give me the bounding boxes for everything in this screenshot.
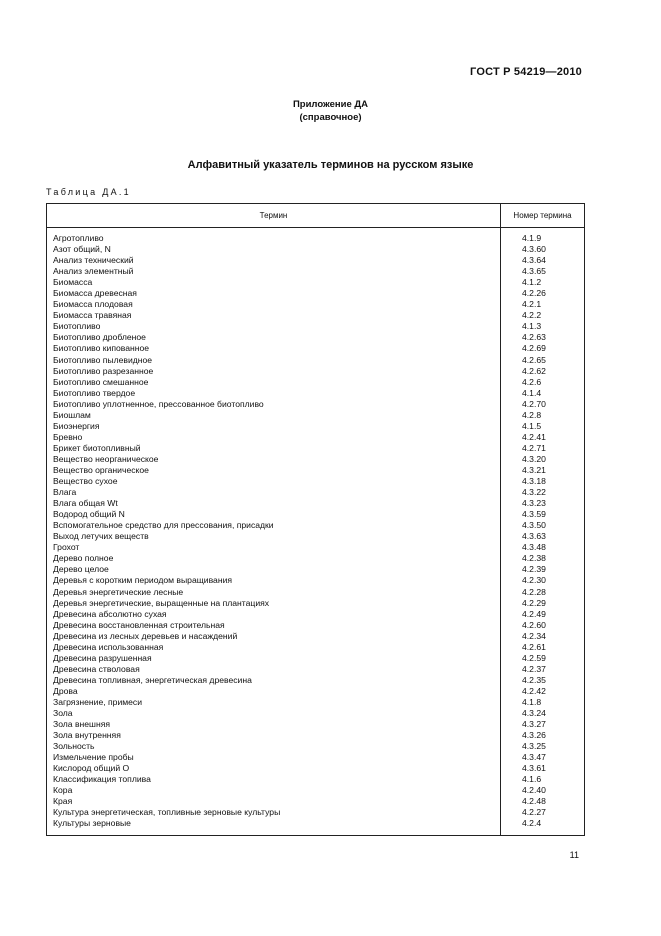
term-cell: Вещество органическое — [53, 464, 149, 475]
term-number-cell: 4.2.48 — [522, 796, 546, 807]
appendix-subtitle: (справочное) — [299, 112, 362, 123]
term-cell: Брикет биотопливный — [53, 442, 141, 453]
term-cell: Биотопливо твердое — [53, 387, 136, 398]
term-number-cell: 4.3.59 — [522, 509, 546, 520]
term-number-cell: 4.2.34 — [522, 630, 546, 641]
term-cell: Влага общая Wt — [53, 498, 118, 509]
term-cell: Древесина из лесных деревьев и насаждений — [53, 630, 238, 641]
term-cell: Биоэнергия — [53, 420, 100, 431]
term-cell: Зола — [53, 708, 73, 719]
terms-table — [46, 203, 585, 836]
term-cell: Биотопливо уплотненное, прессованное биотопливо — [53, 398, 264, 409]
table-body — [47, 228, 584, 835]
term-number-cell: 4.1.3 — [522, 321, 542, 332]
term-column — [47, 228, 501, 835]
term-number-cell: 4.2.39 — [522, 564, 546, 575]
term-number-cell: 4.2.37 — [522, 663, 546, 674]
term-number-cell: 4.2.26 — [522, 288, 546, 299]
term-number-cell: 4.3.24 — [522, 708, 546, 719]
page-number: 11 — [569, 850, 579, 860]
term-cell: Грохот — [53, 542, 80, 553]
term-cell: Измельчение пробы — [53, 752, 134, 763]
term-cell: Биомасса — [53, 277, 93, 288]
term-cell: Деревья энергетические, выращенные на плантациях — [53, 597, 270, 608]
term-number-cell: 4.2.70 — [522, 398, 546, 409]
term-cell: Зола внешняя — [53, 719, 111, 730]
term-number-cell: 4.1.2 — [522, 277, 542, 288]
term-cell: Влага — [53, 487, 77, 498]
term-cell: Культуры зерновые — [53, 818, 131, 829]
term-number-cell: 4.2.6 — [522, 376, 542, 387]
term-number-cell: 4.2.4 — [522, 818, 542, 829]
term-number-cell: 4.1.4 — [522, 387, 542, 398]
term-cell: Древесина разрушенная — [53, 652, 152, 663]
term-cell: Азот общий, N — [53, 244, 111, 255]
term-number-cell: 4.3.50 — [522, 520, 546, 531]
term-number-cell: 4.1.6 — [522, 774, 542, 785]
term-cell: Кислород общий О — [53, 763, 130, 774]
term-cell: Анализ элементный — [53, 266, 134, 277]
term-number-cell: 4.2.42 — [522, 685, 546, 696]
term-cell: Древесина восстановленная строительная — [53, 619, 225, 630]
header-term: Термин — [47, 204, 501, 227]
term-cell: Агротопливо — [53, 233, 104, 243]
term-cell: Деревья с коротким периодом выращивания — [53, 575, 233, 586]
term-number-cell: 4.3.25 — [522, 741, 546, 752]
document-title: Алфавитный указатель терминов на русском языке — [187, 159, 474, 171]
number-column — [501, 228, 584, 835]
term-number-cell: 4.2.40 — [522, 785, 546, 796]
term-cell: Загрязнение, примеси — [53, 696, 143, 707]
term-cell: Дерево полное — [53, 553, 114, 564]
term-cell: Классификация топлива — [53, 774, 151, 785]
header-number: Номер термина — [513, 211, 572, 220]
term-number-cell: 4.2.63 — [522, 332, 546, 343]
term-number-cell: 4.2.61 — [522, 641, 546, 652]
term-number-cell: 4.3.22 — [522, 487, 546, 498]
term-number-cell: 4.3.61 — [522, 763, 546, 774]
term-number-cell: 4.2.62 — [522, 365, 546, 376]
term-number-cell: 4.3.21 — [522, 464, 546, 475]
term-cell: Биошлам — [53, 409, 91, 420]
term-cell: Анализ технический — [53, 255, 134, 266]
term-cell: Края — [53, 796, 73, 807]
appendix-title: Приложение ДА — [292, 99, 369, 110]
table-header — [47, 204, 584, 228]
term-cell: Вещество неорганическое — [53, 453, 159, 464]
term-number-cell: 4.3.20 — [522, 453, 546, 464]
term-cell: Древесина использованная — [53, 641, 164, 652]
term-number-cell: 4.3.63 — [522, 531, 546, 542]
term-number-cell: 4.2.1 — [522, 299, 542, 310]
term-cell: Биомасса древесная — [53, 288, 137, 299]
term-number-cell: 4.2.41 — [522, 431, 546, 442]
table-caption: Таблица ДА.1 — [46, 187, 131, 197]
term-number-cell: 4.2.38 — [522, 553, 546, 564]
term-cell: Деревья энергетические лесные — [53, 586, 184, 597]
term-cell: Биомасса плодовая — [53, 299, 133, 310]
term-number-cell: 4.2.29 — [522, 597, 546, 608]
term-cell: Вспомогательное средство для прессования, присадки — [53, 520, 274, 531]
term-number-cell: 4.2.65 — [522, 354, 546, 365]
term-cell: Древесина топливная, энергетическая древесина — [53, 674, 252, 685]
term-cell: Биотопливо смешанное — [53, 376, 149, 387]
term-cell: Кора — [53, 785, 73, 796]
term-number-cell: 4.2.60 — [522, 619, 546, 630]
term-cell: Древесина стволовая — [53, 663, 140, 674]
term-number-cell: 4.1.8 — [522, 696, 542, 707]
term-number-cell: 4.2.28 — [522, 586, 546, 597]
term-cell: Зола внутренняя — [53, 730, 121, 741]
term-number-cell: 4.2.2 — [522, 310, 542, 321]
term-number-cell: 4.2.27 — [522, 807, 546, 818]
term-cell: Зольность — [53, 741, 95, 752]
term-cell: Древесина абсолютно сухая — [53, 608, 167, 619]
term-number-cell: 4.3.18 — [522, 476, 546, 487]
term-cell: Выход летучих веществ — [53, 531, 149, 542]
term-number-cell: 4.2.30 — [522, 575, 546, 586]
term-number-cell: 4.3.48 — [522, 542, 546, 553]
term-cell: Биотопливо дробленое — [53, 332, 146, 343]
term-cell: Бревно — [53, 431, 83, 442]
term-number-cell: 4.2.35 — [522, 674, 546, 685]
standard-code: ГОСТ Р 54219—2010 — [470, 66, 582, 78]
term-cell: Биотопливо разрезанное — [53, 365, 154, 376]
term-number-cell: 4.2.8 — [522, 409, 542, 420]
term-cell: Вещество сухое — [53, 476, 118, 487]
term-number-cell: 4.3.47 — [522, 752, 546, 763]
term-cell: Дрова — [53, 685, 78, 696]
term-number-cell: 4.2.49 — [522, 608, 546, 619]
term-number-cell: 4.2.69 — [522, 343, 546, 354]
term-cell: Культура энергетическая, топливные зерновые культуры — [53, 807, 281, 818]
term-number-cell: 4.3.60 — [522, 244, 546, 255]
term-number-cell: 4.3.26 — [522, 730, 546, 741]
term-number-cell: 4.3.27 — [522, 719, 546, 730]
term-number-cell: 4.3.23 — [522, 498, 546, 509]
term-number-cell: 4.3.65 — [522, 266, 546, 277]
term-cell: Водород общий N — [53, 509, 125, 520]
term-cell: Дерево целое — [53, 564, 109, 575]
term-number-cell: 4.2.59 — [522, 652, 546, 663]
term-number-cell: 4.2.71 — [522, 442, 546, 453]
term-number-cell: 4.1.5 — [522, 420, 542, 431]
term-cell: Биотопливо пылевидное — [53, 354, 153, 365]
term-number-cell: 4.3.64 — [522, 255, 546, 266]
term-cell: Биотопливо кипованное — [53, 343, 150, 354]
appendix-heading — [0, 98, 661, 124]
term-number-cell: 4.1.9 — [522, 233, 542, 243]
term-cell: Биомасса травяная — [53, 310, 132, 321]
term-cell: Биотопливо — [53, 321, 101, 332]
